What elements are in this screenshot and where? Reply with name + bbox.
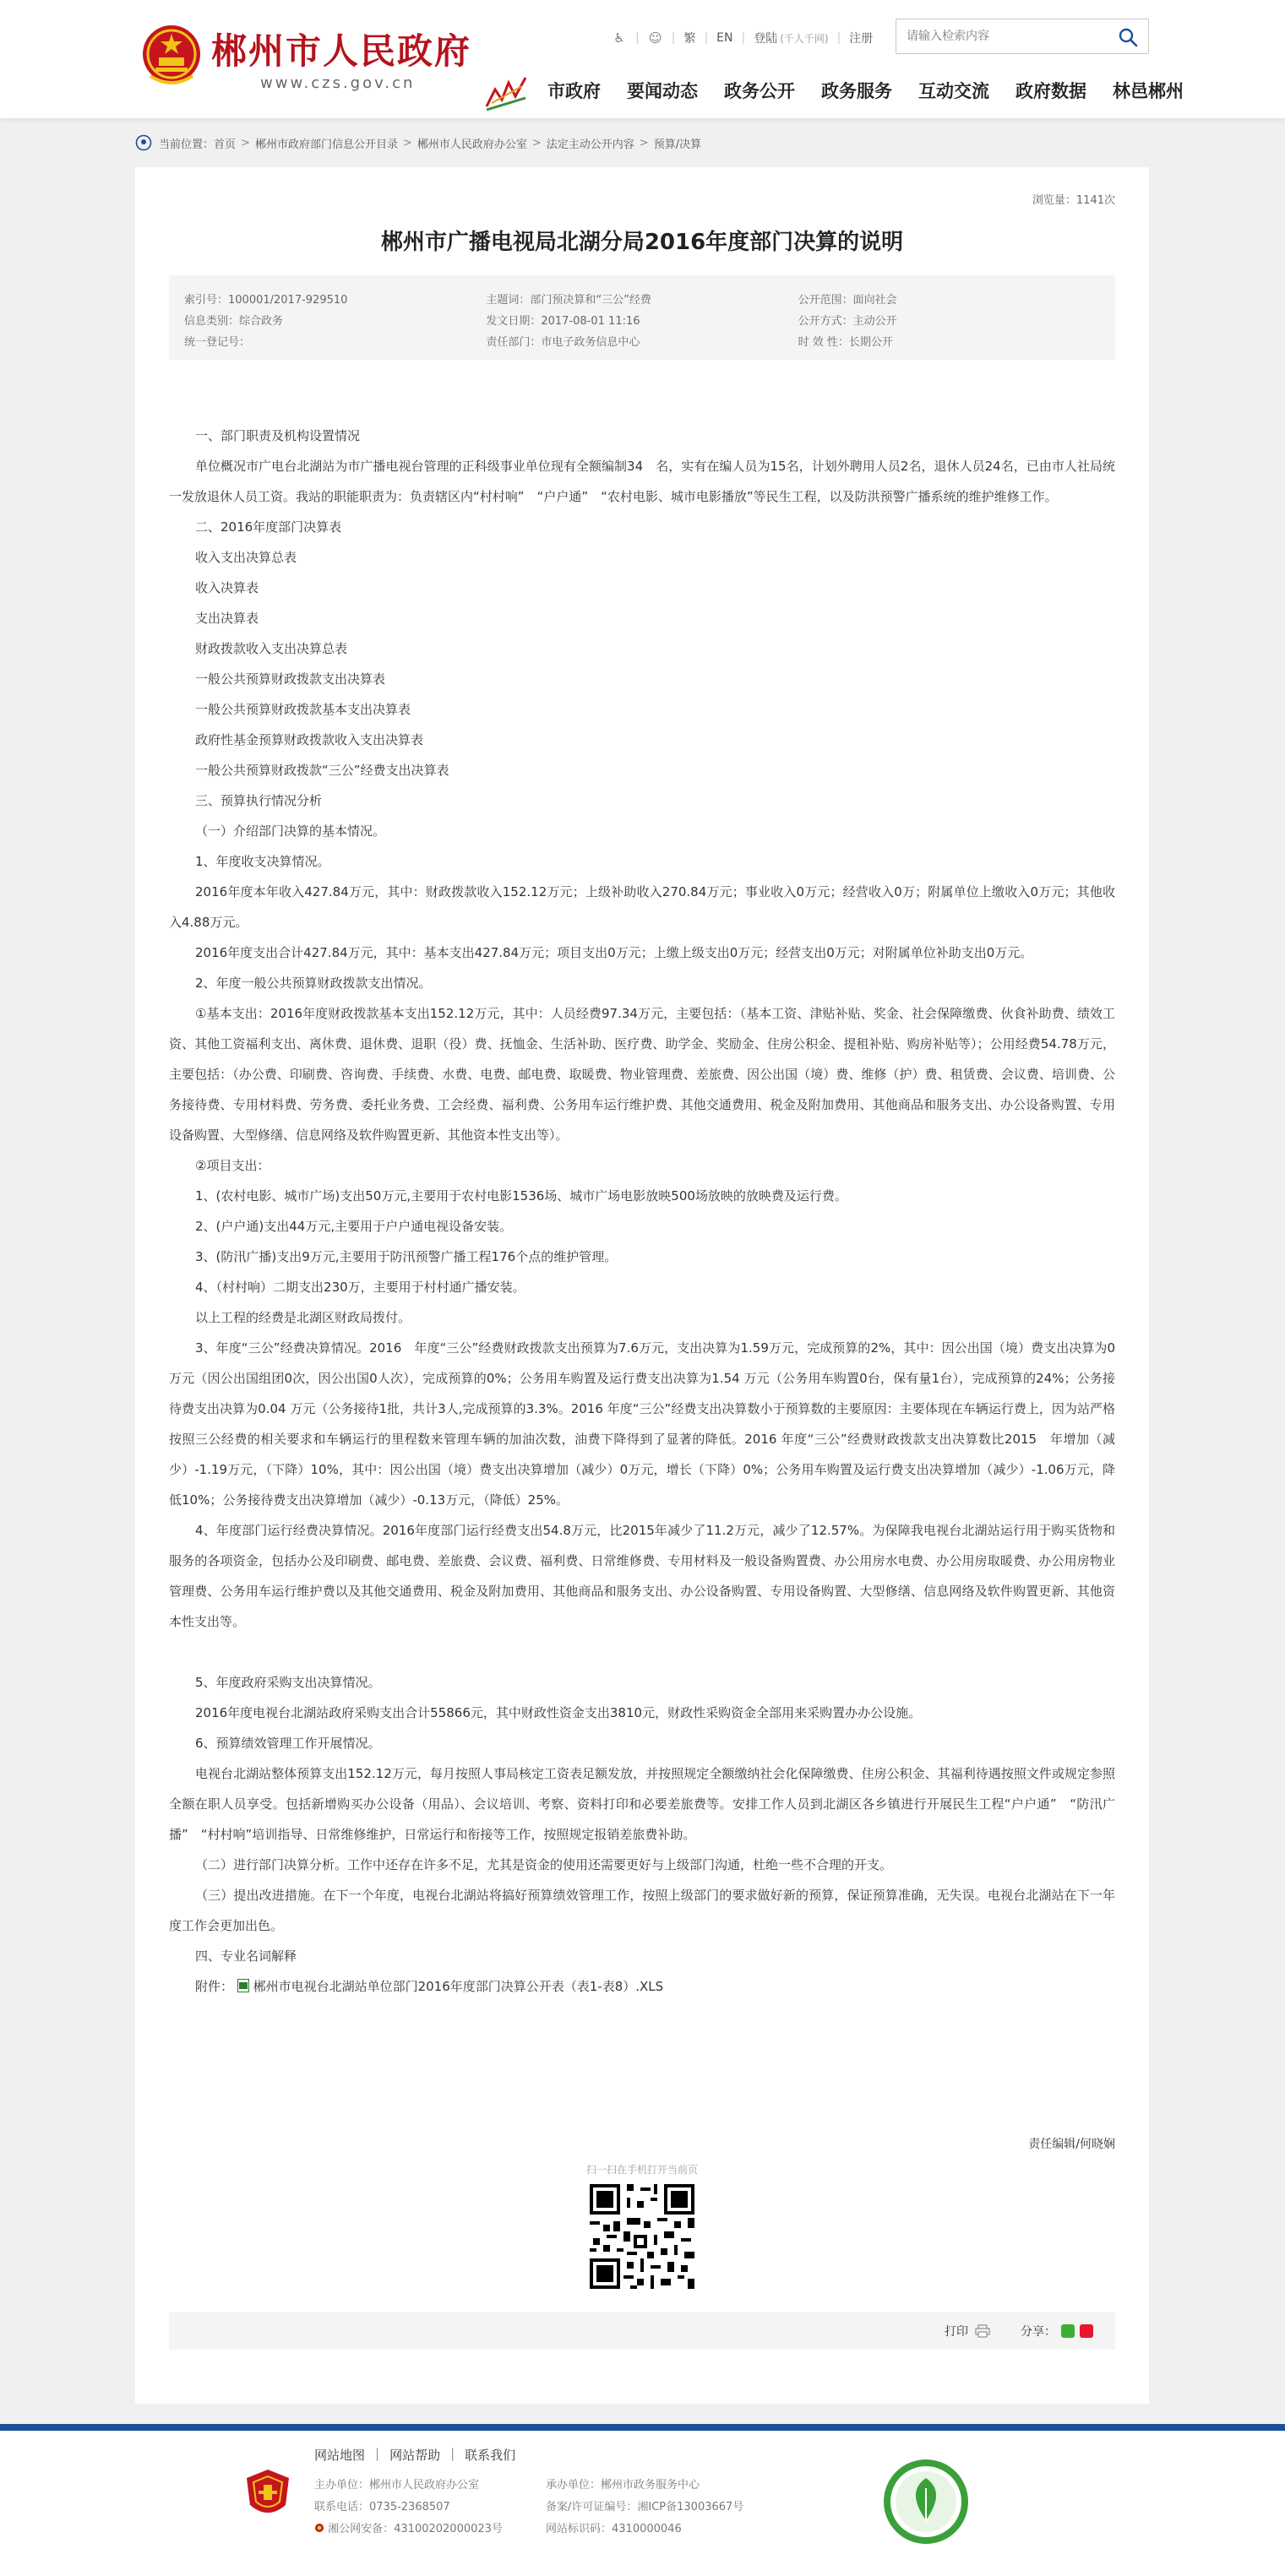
- footer-icp[interactable]: 备案/许可证编号：湘ICP备13003667号: [546, 2501, 744, 2514]
- register-link[interactable]: 注册: [849, 32, 874, 46]
- footer-site-code: 网站标识码：4310000046: [546, 2523, 682, 2535]
- nav-item-public-affairs[interactable]: 政务公开: [724, 81, 795, 101]
- search-icon[interactable]: [1118, 27, 1138, 47]
- paragraph: 单位概况市广电台北湖站为市广播电视台管理的正科级事业单位现有全额编制34 名，实有在编人员为15名，计划外聘用人员2名，退休人员24名，已由市人社局统一发放退休人员工资。我站的职能职责为：负责辖区内“村村响” “户户通” “农村电影、城市电影播放”等民生工程，以及防洪预警广播系统的维护维修工作。: [169, 459, 1115, 504]
- site-header: [0, 0, 1285, 118]
- paragraph: 以上工程的经费是北湖区财政局拨付。: [195, 1310, 411, 1325]
- paragraph: 4、年度部门运行经费决算情况。2016年度部门运行经费支出54.8万元，比2015年减少了11.2万元，减少了12.57%。为保障我电视台北湖站运行用于购买货物和服务的各项资金，包括办公及印刷费、邮电费、差旅费、会议费、福利费、日常维修费、专用材料及一般设备购置费、办公用房水电费、办公用房取暖费、办公用房物业管理费、公务用车运行维护费以及其他交通费用、税金及附加费用、其他商品和服务支出、办公设备购置、专用设备购置、大型修缮、信息网络及软件购置更新、其他资本性支出等。: [169, 1523, 1115, 1629]
- paragraph: 支出决算表: [195, 611, 259, 626]
- meta-dept: 责任部门：市电子政务信息中心: [486, 336, 640, 349]
- paragraph: 1、年度收支决算情况。: [195, 854, 330, 869]
- paragraph: （二）进行部门决算分析。工作中还存在许多不足，尤其是资金的使用还需要更好与上级部门沟通，杜绝一些不合理的开支。: [195, 1857, 893, 1872]
- paragraph: 电视台北湖站整体预算支出152.12万元，每月按照人事局核定工资表足额发放，并按照规定全额缴纳社会化保障缴费、住房公积金、其福利待遇按照文件或规定参照全额在职人员享受。包括新增购买办公设备（用品）、会议培训、考察、资料打印和必要差旅费等。安排工作人员到北湖区各乡镇进行开展民生工程“户户通” “防汛广播” “村村响”培训指导、日常维修维护，日常运行和衔接等工作，按照规定报销差旅费补助。: [169, 1766, 1115, 1842]
- paragraph: ②项目支出：: [195, 1158, 270, 1173]
- share-bar: [1021, 2323, 1093, 2340]
- paragraph: 4、（村村响）二期支出230万，主要用于村村通广播安装。: [195, 1280, 525, 1295]
- paragraph: 2016年度本年收入427.84万元，其中：财政拨款收入152.12万元；上级补助收入270.84万元；事业收入0万元；经营收入0万；附属单位上缴收入0万元；其他收入4.88万元。: [169, 884, 1115, 930]
- footer-link-help[interactable]: 网站帮助: [389, 2448, 441, 2463]
- paragraph: 5、年度政府采购支出决算情况。: [195, 1675, 381, 1690]
- paragraph: 一般公共预算财政拨款支出决算表: [195, 671, 386, 687]
- view-count: 浏览量：1141次: [1032, 194, 1115, 207]
- top-utility-bar: ♿ | ☺ | 繁 | EN | 登陆 (千人千网) | 注册: [612, 25, 873, 51]
- paragraph: 一般公共预算财政拨款“三公”经费支出决算表: [195, 763, 449, 778]
- breadcrumb-item-office[interactable]: 郴州市人民政府办公室: [417, 138, 527, 151]
- meta-doc-no: 统一登记号：: [184, 336, 251, 349]
- meta-date: 发文日期：2017-08-01 11:16: [486, 315, 640, 328]
- paragraph: 收入决算表: [195, 580, 259, 595]
- paragraph: ①基本支出：2016年度财政拨款基本支出152.12万元，其中：人员经费97.34万元，主要包括：（基本工资、津贴补贴、奖金、社会保障缴费、伙食补助费、绩效工资、其他工资福利支出、离休费、退休费、退职（役）费、抚恤金、生活补助、医疗费、助学金、奖励金、住房公积金、提租补贴、购房补贴等）；公用经费54.78万元，主要包括：（办公费、印刷费、咨询费、手续费、水费、电费、邮电费、取暖费、物业管理费、差旅费、因公出国（境）费、维修（护）费、租赁费、会议费、培训费、公务接待费、专用材料费、劳务费、委托业务费、工会经费、福利费、公务用车运行维护费、其他交通费用、税金及附加费用、其他商品和服务支出、办公设备购置、专用设备购置、大型修缮、信息网络及软件购置更新、其他资本性支出等）。: [169, 1006, 1115, 1143]
- search-box: [896, 19, 1149, 54]
- paragraph: 政府性基金预算财政拨款收入支出决算表: [195, 732, 424, 747]
- qr-code: [586, 2181, 698, 2292]
- footer-links: 网站地图 | 网站帮助 | 联系我们: [314, 2446, 516, 2463]
- print-button[interactable]: [945, 2323, 990, 2340]
- excel-file-icon: [237, 1979, 249, 1992]
- footer-phone: 联系电话：0735-2368507: [314, 2501, 450, 2514]
- lang-english-link[interactable]: EN: [716, 31, 733, 45]
- footer-link-contact[interactable]: 联系我们: [465, 2448, 516, 2463]
- footer-info: [314, 2475, 743, 2541]
- paragraph: 四、专业名词解释: [195, 1948, 297, 1964]
- lang-traditional-link[interactable]: 繁: [683, 32, 696, 46]
- paragraph: 收入支出决算总表: [195, 550, 297, 565]
- print-icon: [975, 2324, 990, 2338]
- breadcrumb-item-statutory[interactable]: 法定主动公开内容: [546, 138, 634, 151]
- breadcrumb-label: 当前位置：: [159, 138, 215, 151]
- accessibility-icon[interactable]: ♿: [613, 30, 625, 46]
- nav-item-linyi-chenzhou[interactable]: 林邑郴州: [1113, 81, 1184, 101]
- breadcrumb-item-directory[interactable]: 郴州市政府部门信息公开目录: [254, 138, 398, 151]
- paragraph: 二、2016年度部门决算表: [195, 519, 342, 535]
- breadcrumb: 当前位置： 首页 > 郴州市政府部门信息公开目录 > 郴州市人民政府办公室 > 法定主动公开内容 > 预算/决算: [135, 133, 701, 152]
- footer-police-text: 湘公网安备：43100202000023号: [328, 2523, 503, 2535]
- paragraph: 2016年度电视台北湖站政府采购支出合计55866元，其中财政性资金支出3810元，财政性采购资金全部用来采购置办办公设施。: [195, 1705, 922, 1720]
- qr-caption: 扫一扫在手机打开当前页: [585, 2164, 698, 2176]
- breadcrumb-item-budget[interactable]: 预算/决算: [653, 138, 702, 151]
- paragraph: 一、部门职责及机构设置情况: [195, 428, 361, 443]
- paragraph: 3、(防汛广播)支出9万元,主要用于防汛预警广播工程176个点的维护管理。: [195, 1249, 618, 1264]
- site-footer: [0, 2424, 1285, 2576]
- weibo-icon[interactable]: [1080, 2324, 1093, 2338]
- nav-decoration-icon: [483, 73, 529, 111]
- nav-item-gov-services[interactable]: 政务服务: [821, 81, 892, 101]
- article-body: [169, 421, 1115, 2002]
- national-emblem-icon: [140, 22, 203, 88]
- login-note: (千人千网): [780, 32, 829, 45]
- gov-seal-icon[interactable]: [882, 2458, 970, 2546]
- gov-badge-icon[interactable]: [245, 2468, 291, 2522]
- attachment-label: 附件：: [195, 1979, 234, 1994]
- police-badge-icon: [314, 2523, 324, 2533]
- article-toolbar: [169, 2312, 1115, 2350]
- paragraph: 三、预算执行情况分析: [195, 793, 323, 808]
- paragraph: （一）介绍部门决算的基本情况。: [195, 823, 386, 839]
- main-nav: [547, 78, 1210, 103]
- nav-item-gov-data[interactable]: 政府数据: [1015, 81, 1086, 101]
- meta-index-no: 索引号：100001/2017-929510: [184, 294, 348, 307]
- wechat-icon[interactable]: [1061, 2324, 1075, 2338]
- share-label: 分享：: [1021, 2325, 1056, 2339]
- meta-category: 信息类别：综合政务: [184, 315, 284, 328]
- paragraph: 财政拨款收入支出决算总表: [195, 641, 348, 656]
- elder-mode-icon[interactable]: ☺: [648, 30, 662, 46]
- paragraph: 2016年度支出合计427.84万元，其中：基本支出427.84万元；项目支出0万元；上缴上级支出0万元；经营支出0万元；对附属单位补助支出0万元。: [195, 945, 1033, 960]
- breadcrumb-home[interactable]: 首页: [214, 138, 237, 151]
- meta-scope: 公开范围：面向社会: [798, 294, 897, 307]
- footer-undertaker: 承办单位：郴州市政务服务中心: [546, 2479, 700, 2492]
- nav-item-interaction[interactable]: 互动交流: [918, 81, 989, 101]
- article-meta-box: [169, 275, 1115, 360]
- responsible-editor: 责任编辑/何晓娴: [1028, 2138, 1115, 2151]
- paragraph: 2、(户户通)支出44万元,主要用于户户通电视设备安装。: [195, 1219, 513, 1234]
- footer-police[interactable]: [314, 2519, 546, 2541]
- footer-organizer: 主办单位：郴州市人民政府办公室: [314, 2479, 480, 2492]
- login-link[interactable]: 登陆: [754, 32, 778, 46]
- meta-subject: 主题词：部门预决算和“三公”经费: [486, 294, 651, 307]
- footer-link-sitemap[interactable]: 网站地图: [314, 2448, 366, 2463]
- paragraph: 一般公共预算财政拨款基本支出决算表: [195, 702, 411, 717]
- location-pin-icon: [135, 134, 152, 151]
- meta-validity: 时 效 性：长期公开: [798, 336, 893, 349]
- print-label: 打印: [945, 2325, 968, 2339]
- search-input[interactable]: [896, 19, 1108, 53]
- article-title: 郴州市广播电视局北湖分局2016年度部门决算的说明: [380, 230, 904, 255]
- paragraph: （三）提出改进措施。在下一个年度，电视台北湖站将搞好预算绩效管理工作，按照上级部门的要求做好新的预算，保证预算准确，无失误。电视台北湖站在下一年度工作会更加出色。: [169, 1888, 1115, 1933]
- paragraph: 2、年度一般公共预算财政拨款支出情况。: [195, 976, 432, 991]
- nav-item-news[interactable]: 要闻动态: [627, 81, 698, 101]
- meta-method: 公开方式：主动公开: [798, 315, 897, 328]
- site-logo-url: www.czs.gov.cn: [260, 74, 416, 92]
- nav-item-city-government[interactable]: 市政府: [547, 81, 601, 101]
- attachment-link[interactable]: 郴州市电视台北湖站单位部门2016年度部门决算公开表（表1-表8）.XLS: [253, 1979, 664, 1994]
- attachment-line: [169, 1971, 1115, 2002]
- paragraph: 1、(农村电影、城市广场)支出50万元,主要用于农村电影1536场、城市广场电影放映500场放映的放映费及运行费。: [195, 1188, 847, 1204]
- article-panel: [135, 167, 1149, 2404]
- site-logo-title[interactable]: 郴州市人民政府: [211, 30, 472, 72]
- paragraph: 6、预算绩效管理工作开展情况。: [195, 1736, 381, 1751]
- paragraph-spacer: [169, 1637, 1115, 1667]
- paragraph: 3、年度“三公”经费决算情况。2016 年度“三公”经费财政拨款支出预算为7.6万元，支出决算为1.59万元，完成预算的2%，其中：因公出国（境）费支出决算为0 万元（因公出国组团0次，因公出国0人次），完成预算的0%；公务用车购置及运行费支出决算为1.54 万元（公务用车购置0台，保有量1台），完成预算的24%；公务接待费支出决算为0.04 万元（公务接待1批，共计3人,完成预算的3.3%。2016 年度“三公”经费支出决算数小于预算数的主要原因：主要体现在车辆运行费上，因为站严格按照三公经费的相关要求和车辆运行的里程数来管理车辆的加油次数，油费下降得到了显著的降低。2016 年度“三公”经费财政拨款支出决算数比2015 年增加（减少）-1.19万元，（下降）10%，其中：因公出国（境）费支出决算增加（减少）0万元，增长（下降）0%；公务用车购置及运行费支出决算增加（减少）-1.06万元，降低10%；公务接待费支出决算增加（减少）-0.13万元，（降低）25%。: [169, 1340, 1115, 1508]
